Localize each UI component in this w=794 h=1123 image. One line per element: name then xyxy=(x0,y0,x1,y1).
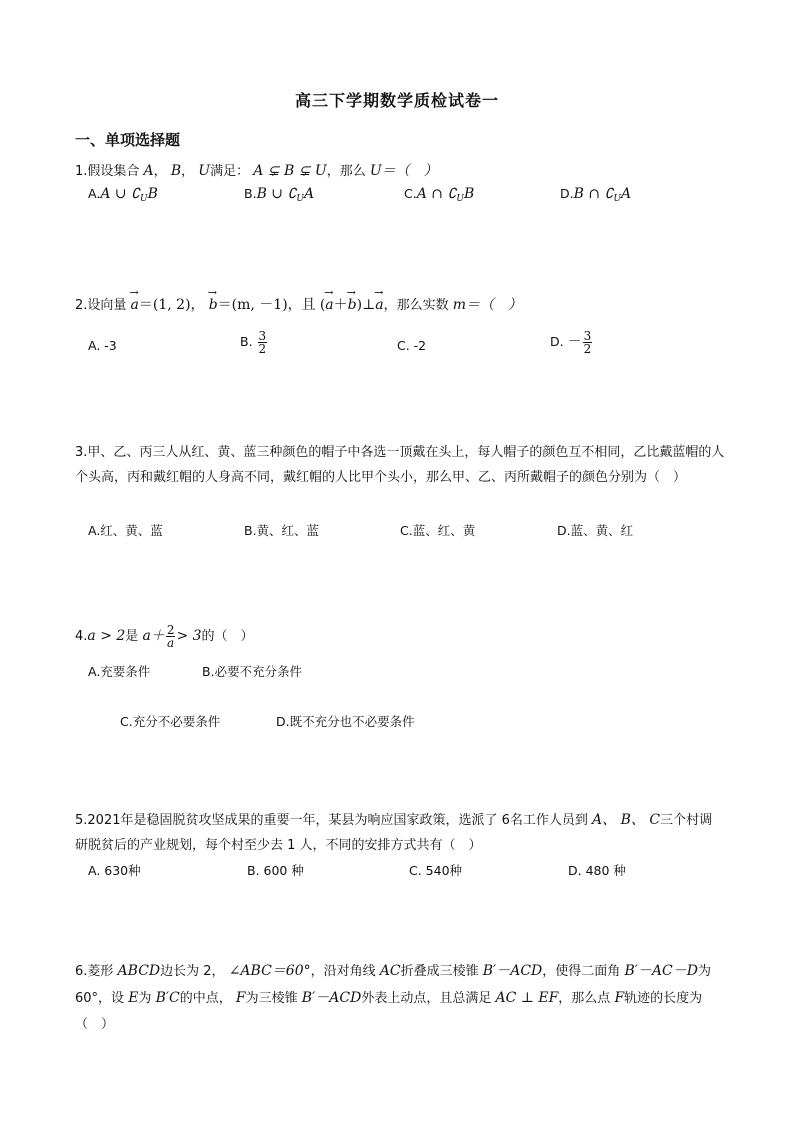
q1-condition: A ⊊ B ⊊ U xyxy=(253,163,327,179)
q4-option-a[interactable]: A.充要条件 xyxy=(88,664,151,679)
q2-a-value: ＝(1, 2)， xyxy=(138,297,205,313)
q2-vector-a: → a xyxy=(131,292,139,318)
q6-text: ，那么点 xyxy=(558,991,611,1006)
option-label: A. xyxy=(88,186,101,201)
page-title: 高三下学期数学质检试卷一 xyxy=(294,91,499,110)
q1-set-u: U xyxy=(198,163,211,179)
section-heading: 一、单项选择题 xyxy=(75,131,181,149)
q1-ask: U＝（ ） xyxy=(369,163,438,179)
option-sub: U xyxy=(456,194,464,204)
q6-text: 的中点， xyxy=(179,991,232,1006)
q4-expr-a: a＋ xyxy=(142,628,165,644)
question-5 xyxy=(75,808,725,858)
frac-den: 2 xyxy=(583,342,592,356)
q6-text: 轨迹的长度为（ ） xyxy=(75,991,703,1032)
q6-perp: AC ⊥ EF xyxy=(495,990,559,1006)
q1-option-c[interactable] xyxy=(404,186,474,204)
q6-dihedral: B′－AC－D xyxy=(624,963,698,979)
q3-option-a[interactable]: A.红、黄、蓝 xyxy=(88,523,163,538)
q6-ac: AC xyxy=(379,963,401,979)
q2-cond-a: → a xyxy=(325,292,333,318)
q6-text: 折叠成三棱锥 xyxy=(400,964,479,979)
q1-tail: ，那么 xyxy=(326,164,366,179)
frac-num: 2 xyxy=(166,623,175,637)
q6-f2: F xyxy=(614,990,625,1006)
q4-tail: 的（ ） xyxy=(201,629,254,644)
option-var: B xyxy=(463,186,475,202)
q6-abcd: ABCD xyxy=(117,963,161,979)
q4-expr-b: > 3 xyxy=(176,628,202,644)
q2-cond-a2: → a xyxy=(375,292,383,318)
q6-text: ，沿对角线 xyxy=(310,964,376,979)
option-sub: U xyxy=(613,194,622,204)
option-var: A xyxy=(303,186,315,202)
option-expr: B ∪ ∁ xyxy=(256,186,297,202)
q1-set-b: B xyxy=(170,163,182,179)
q6-text: 为 60°，设 xyxy=(75,964,711,1006)
q1-set-a: A xyxy=(143,163,154,179)
option-expr: A ∩ ∁ xyxy=(416,186,457,202)
q2-cond-b: → b xyxy=(348,292,357,318)
q2-cond-plus: ＋ xyxy=(333,297,348,313)
option-sub: U xyxy=(296,194,304,204)
q1-mid: 满足： xyxy=(210,164,250,179)
q2-option-a[interactable] xyxy=(88,338,117,353)
option-label: C. xyxy=(404,186,417,201)
option-expr: A ∪ ∁ xyxy=(100,186,140,202)
q2-ask: m＝（ ） xyxy=(452,297,523,313)
q3-option-d[interactable]: D.蓝、黄、红 xyxy=(557,523,634,538)
q6-text: 6.菱形 xyxy=(75,964,114,979)
q5-option-c[interactable]: C. 540种 xyxy=(409,863,463,878)
q6-e: E xyxy=(128,990,139,1006)
option-label: B. xyxy=(244,186,257,201)
q2-option-b[interactable] xyxy=(240,330,268,355)
question-3: 3.甲、乙、丙三人从红、黄、蓝三种颜色的帽子中各选一顶戴在头上，每人帽子的颜色互不相同，乙比戴蓝帽的人个头高，丙和戴红帽的人身高不同，戴红帽的人比甲个头小，那么甲、乙、丙所戴帽子的颜色分别为（ ） xyxy=(75,445,725,485)
frac-num: 3 xyxy=(583,329,592,343)
option-sub: U xyxy=(139,194,148,204)
q6-f: F xyxy=(235,990,246,1006)
fraction xyxy=(583,330,593,355)
frac-den: a xyxy=(167,636,175,650)
q6-bc: B′C xyxy=(155,990,180,1006)
neg-sign: － xyxy=(567,334,582,350)
question-6 xyxy=(75,958,725,1038)
q5-option-b[interactable]: B. 600 种 xyxy=(247,863,304,878)
q2-prefix: 2.设向量 xyxy=(75,298,127,313)
q6-text: ，使得二面角 xyxy=(542,964,621,979)
q2-b-value: ＝(m, －1)，且 xyxy=(217,297,316,313)
q2-cond-perp: )⊥ xyxy=(356,297,376,313)
q2-tail: ，那么实数 xyxy=(383,298,449,313)
q4-mid: 是 xyxy=(125,629,139,644)
option-var: A xyxy=(621,186,632,202)
option-label: D. xyxy=(550,334,564,349)
q5-text-a: 5.2021年是稳固脱贫攻坚成果的重要一年，某县为响应国家政策，选派了 6名工作人员到 xyxy=(75,813,588,828)
fraction xyxy=(166,624,176,649)
option-label: C. -2 xyxy=(397,338,427,353)
question-4 xyxy=(75,623,254,650)
q2-option-c[interactable] xyxy=(397,338,426,353)
q4-option-c[interactable]: C.充分不必要条件 xyxy=(120,714,221,729)
q1-prefix: 1.假设集合 xyxy=(75,164,140,179)
q6-text: 为 xyxy=(138,991,152,1006)
q5-text-b: 三个村调研脱贫后的产业规划，每个村至少去 1 人，不同的安排方式共有（ ） xyxy=(75,813,713,853)
q3-option-c[interactable]: C.蓝、红、黄 xyxy=(400,523,476,538)
option-label: D. xyxy=(560,186,574,201)
option-label: A. -3 xyxy=(88,338,117,353)
q6-text: 外表上动点，且总满足 xyxy=(361,991,492,1006)
q1-option-d[interactable] xyxy=(560,186,631,204)
q6-text: 边长为 2， xyxy=(160,964,225,979)
q4-option-b[interactable]: B.必要不充分条件 xyxy=(202,664,303,679)
q2-cond-open: ( xyxy=(319,297,326,313)
q6-angle: ∠ABC＝60° xyxy=(228,963,311,979)
q5-option-d[interactable]: D. 480 种 xyxy=(568,863,626,878)
q2-vector-b: → b xyxy=(209,292,218,318)
q4-prefix: 4. xyxy=(75,629,88,644)
q6-pyramid: B′－ACD xyxy=(482,963,543,979)
q1-option-a[interactable] xyxy=(88,186,158,204)
q4-option-d[interactable]: D.既不充分也不必要条件 xyxy=(276,714,415,729)
frac-num: 3 xyxy=(258,329,267,343)
q2-option-d[interactable] xyxy=(550,330,593,355)
option-expr: B ∩ ∁ xyxy=(573,186,614,202)
frac-den: 2 xyxy=(258,342,267,356)
option-var: B xyxy=(147,186,158,202)
q4-cond1: a > 2 xyxy=(87,628,126,644)
q1-option-b[interactable] xyxy=(244,186,314,204)
q6-pyramid-2: B′－ACD xyxy=(301,990,362,1006)
fraction xyxy=(258,330,268,355)
q5-option-a[interactable]: A. 630种 xyxy=(88,863,141,878)
q5-places: A、 B、 C xyxy=(592,812,661,828)
question-1: 1.假设集合 A， B， U满足： A ⊊ B ⊊ U，那么 U＝（ ） xyxy=(75,163,438,179)
q6-text: 为三棱锥 xyxy=(245,991,298,1006)
question-2 xyxy=(75,292,522,319)
q3-option-b[interactable]: B.黄、红、蓝 xyxy=(244,523,320,538)
option-label: B. xyxy=(240,334,253,349)
